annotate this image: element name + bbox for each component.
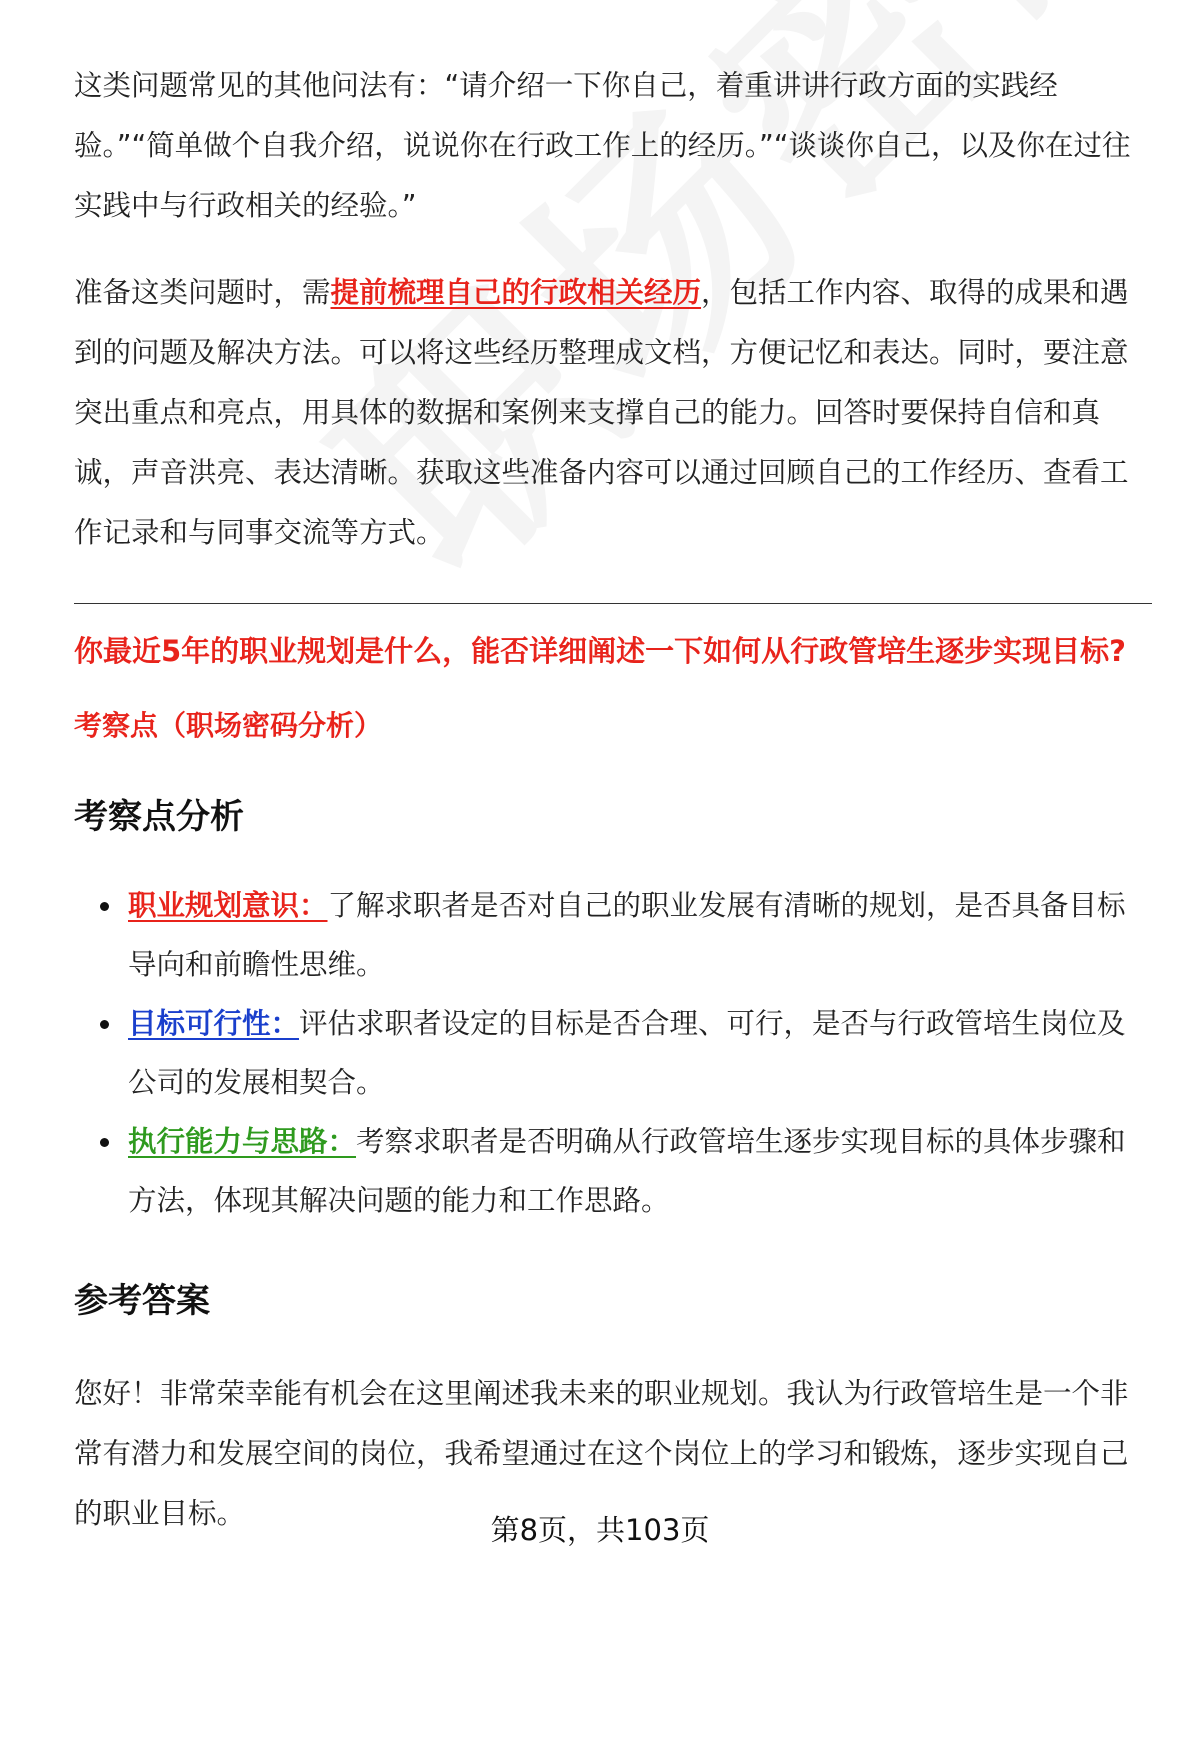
list-item — [74, 994, 1152, 1112]
preparation-paragraph — [74, 263, 1152, 563]
point-text: 考察求职者是否明确从行政管培生逐步实现目标的具体步骤和方法，体现其解决问题的能力和工作思路。 — [128, 1125, 1126, 1217]
list-item — [74, 1112, 1152, 1230]
page-number: 第8页，共103页 — [490, 1513, 710, 1547]
answer-heading: 参考答案 — [74, 1281, 210, 1321]
bullet-icon — [100, 1138, 109, 1147]
point-keyword: 目标可行性： — [128, 1007, 300, 1040]
bullet-icon — [100, 1020, 109, 1029]
point-text: 评估求职者设定的目标是否合理、可行，是否与行政管培生岗位及公司的发展相契合。 — [128, 1007, 1126, 1099]
question-title: 你最近5年的职业规划是什么，能否详细阐述一下如何从行政管培生逐步实现目标? — [74, 634, 1127, 668]
prep-text-after: ，包括工作内容、取得的成果和遇到的问题及解决方法。可以将这些经历整理成文档，方便记忆和表达。同时，要注意突出重点和亮点，用具体的数据和案例来支撑自己的能力。回答时要保持自信和真诚，声音洪亮、表达清晰。获取这些准备内容可以通过回顾自己的工作经历、查看工作记录和与同事交流等方式。 — [74, 276, 1129, 549]
analysis-list — [74, 876, 1152, 1230]
point-text: 了解求职者是否对自己的职业发展有清晰的规划，是否具备目标导向和前瞻性思维。 — [128, 889, 1126, 981]
document-content — [74, 56, 1152, 1544]
analysis-heading: 考察点分析 — [74, 797, 244, 837]
point-keyword: 职业规划意识： — [128, 889, 328, 922]
list-item — [74, 876, 1152, 994]
prep-highlight: 提前梳理自己的行政相关经历 — [330, 276, 702, 309]
question-subtitle: 考察点（职场密码分析） — [74, 709, 383, 742]
point-keyword: 执行能力与思路： — [128, 1125, 357, 1158]
answer-paragraph: 您好！非常荣幸能有机会在这里阐述我未来的职业规划。我认为行政管培生是一个非常有潜力和发展空间的岗位，我希望通过在这个岗位上的学习和锻炼，逐步实现自己的职业目标。 — [74, 1377, 1129, 1530]
bullet-icon — [100, 902, 109, 911]
alt-phrasings-paragraph: 这类问题常见的其他问法有：“请介绍一下你自己，着重讲讲行政方面的实践经验。”“简单做个自我介绍，说说你在行政工作上的经历。”“谈谈你自己，以及你在过往实践中与行政相关的经验。” — [74, 69, 1131, 222]
prep-text-before: 准备这类问题时，需 — [74, 276, 331, 309]
section-divider — [74, 603, 1152, 604]
